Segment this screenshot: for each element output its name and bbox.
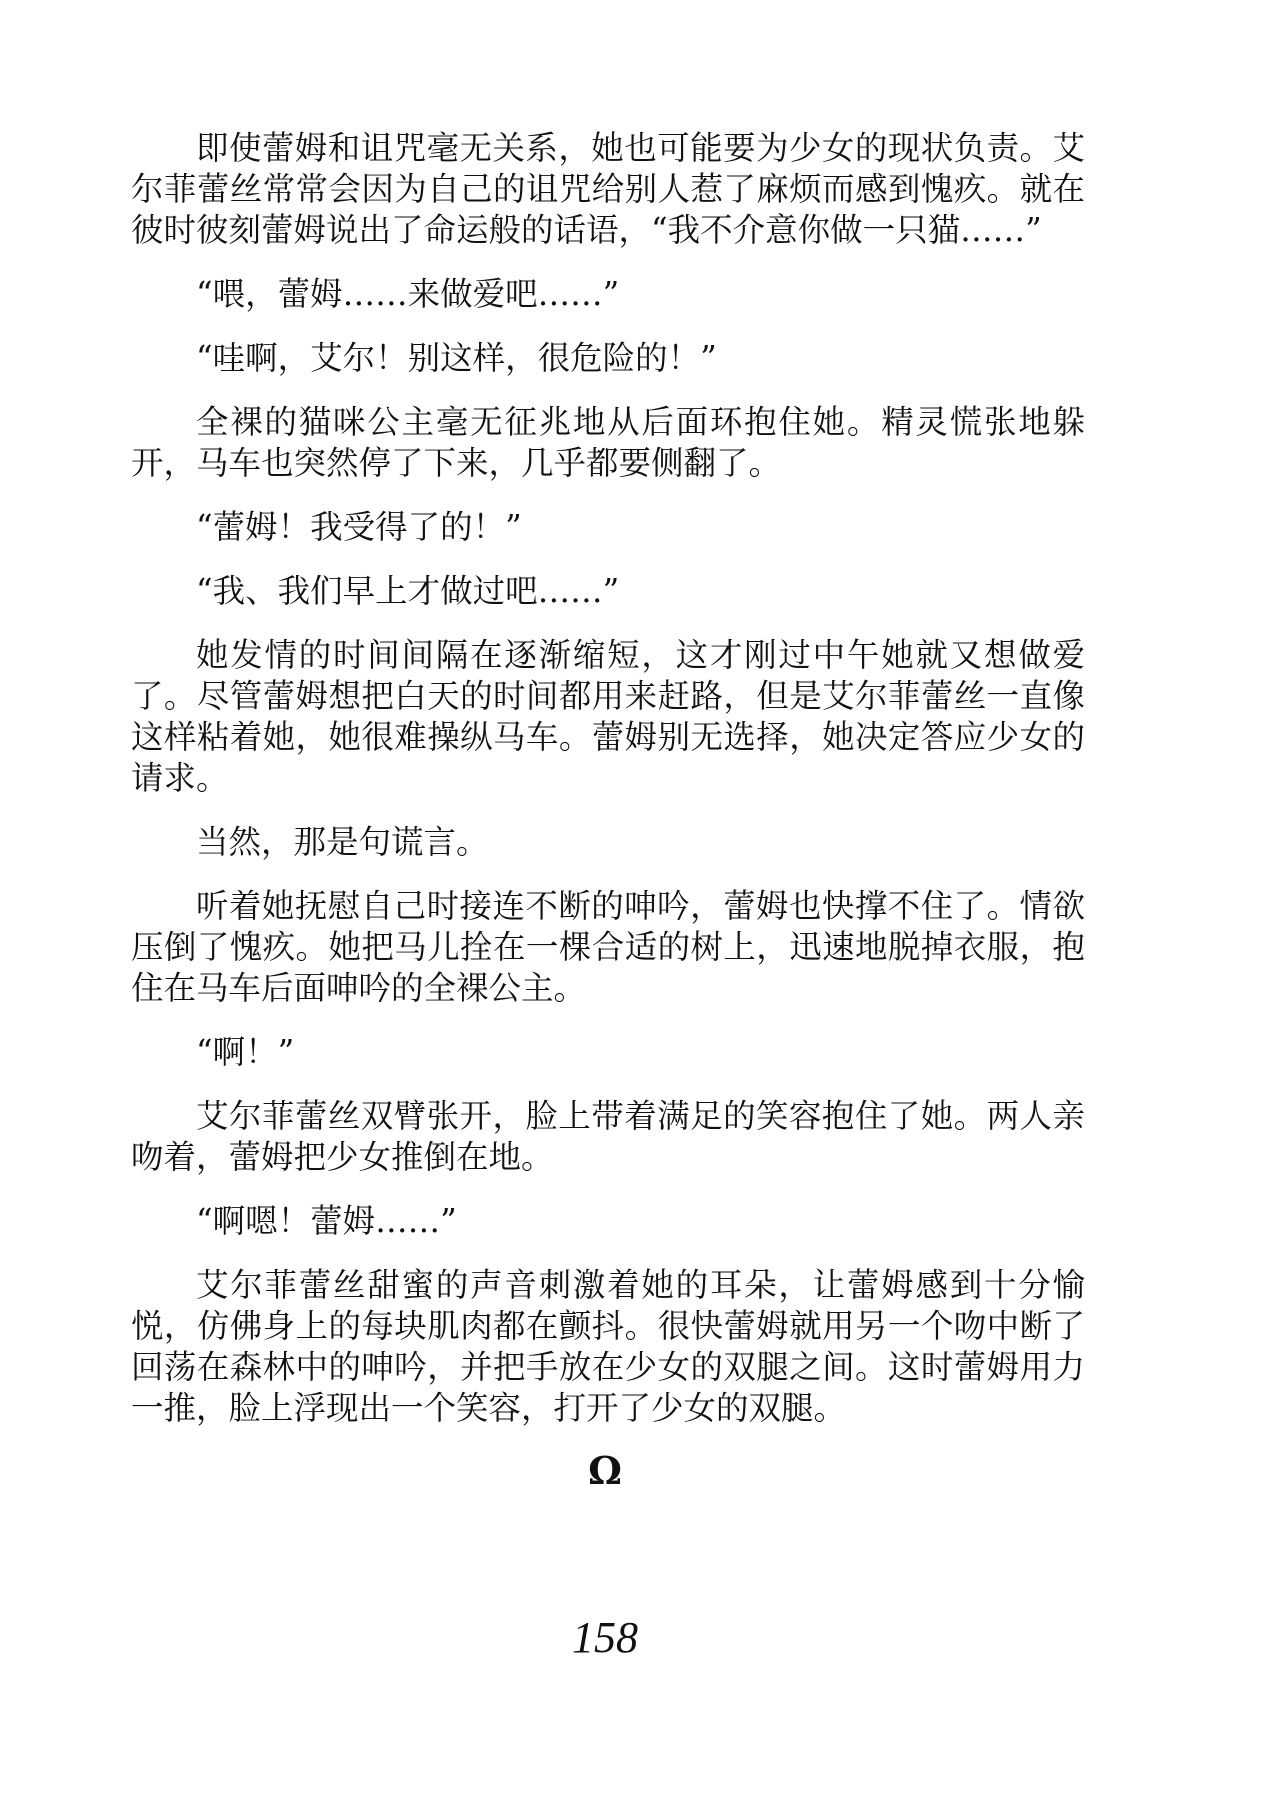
paragraph: “啊嗯！蕾姆……” — [196, 1202, 457, 1240]
paragraph: 全裸的猫咪公主毫无征兆地从后面环抱住她。精灵慌张地躲开，马车也突然停了下来，几乎都要侧翻了。 — [131, 403, 1085, 482]
section-end-mark: Ω — [588, 1448, 622, 1493]
paragraph: 即使蕾姆和诅咒毫无关系，她也可能要为少女的现状负责。艾尔菲蕾丝常常会因为自己的诅咒给别人惹了麻烦而感到愧疚。就在彼时彼刻蕾姆说出了命运般的话语，“我不介意你做一只猫……” — [131, 129, 1085, 249]
paragraph: “啊！” — [196, 1033, 295, 1071]
paragraph: 艾尔菲蕾丝双臂张开，脸上带着满足的笑容抱住了她。两人亲吻着，蕾姆把少女推倒在地。 — [131, 1097, 1085, 1176]
paragraph: 听着她抚慰自己时接连不断的呻吟，蕾姆也快撑不住了。情欲压倒了愧疚。她把马儿拴在一棵合适的树上，迅速地脱掉衣服，抱住在马车后面呻吟的全裸公主。 — [131, 887, 1085, 1007]
body-text — [131, 128, 1085, 1452]
paragraph: “我、我们早上才做过吧……” — [196, 572, 620, 610]
paragraph: 当然，那是句谎言。 — [196, 823, 489, 861]
paragraph: 艾尔菲蕾丝甜蜜的声音刺激着她的耳朵，让蕾姆感到十分愉悦，仿佛身上的每块肌肉都在颤抖。很快蕾姆就用另一个吻中断了回荡在森林中的呻吟，并把手放在少女的双腿之间。这时蕾姆用力一推，脸上浮现出一个笑容，打开了少女的双腿。 — [131, 1266, 1085, 1427]
paragraph: 她发情的时间间隔在逐渐缩短，这才刚过中午她就又想做爱了。尽管蕾姆想把白天的时间都用来赶路，但是艾尔菲蕾丝一直像这样粘着她，她很难操纵马车。蕾姆别无选择，她决定答应少女的请求。 — [131, 636, 1085, 797]
paragraph: “蕾姆！我受得了的！” — [196, 508, 522, 546]
page-number: 158 — [572, 1613, 638, 1662]
paragraph: “喂，蕾姆……来做爱吧……” — [196, 275, 620, 313]
paragraph: “哇啊，艾尔！别这样，很危险的！” — [196, 339, 717, 377]
